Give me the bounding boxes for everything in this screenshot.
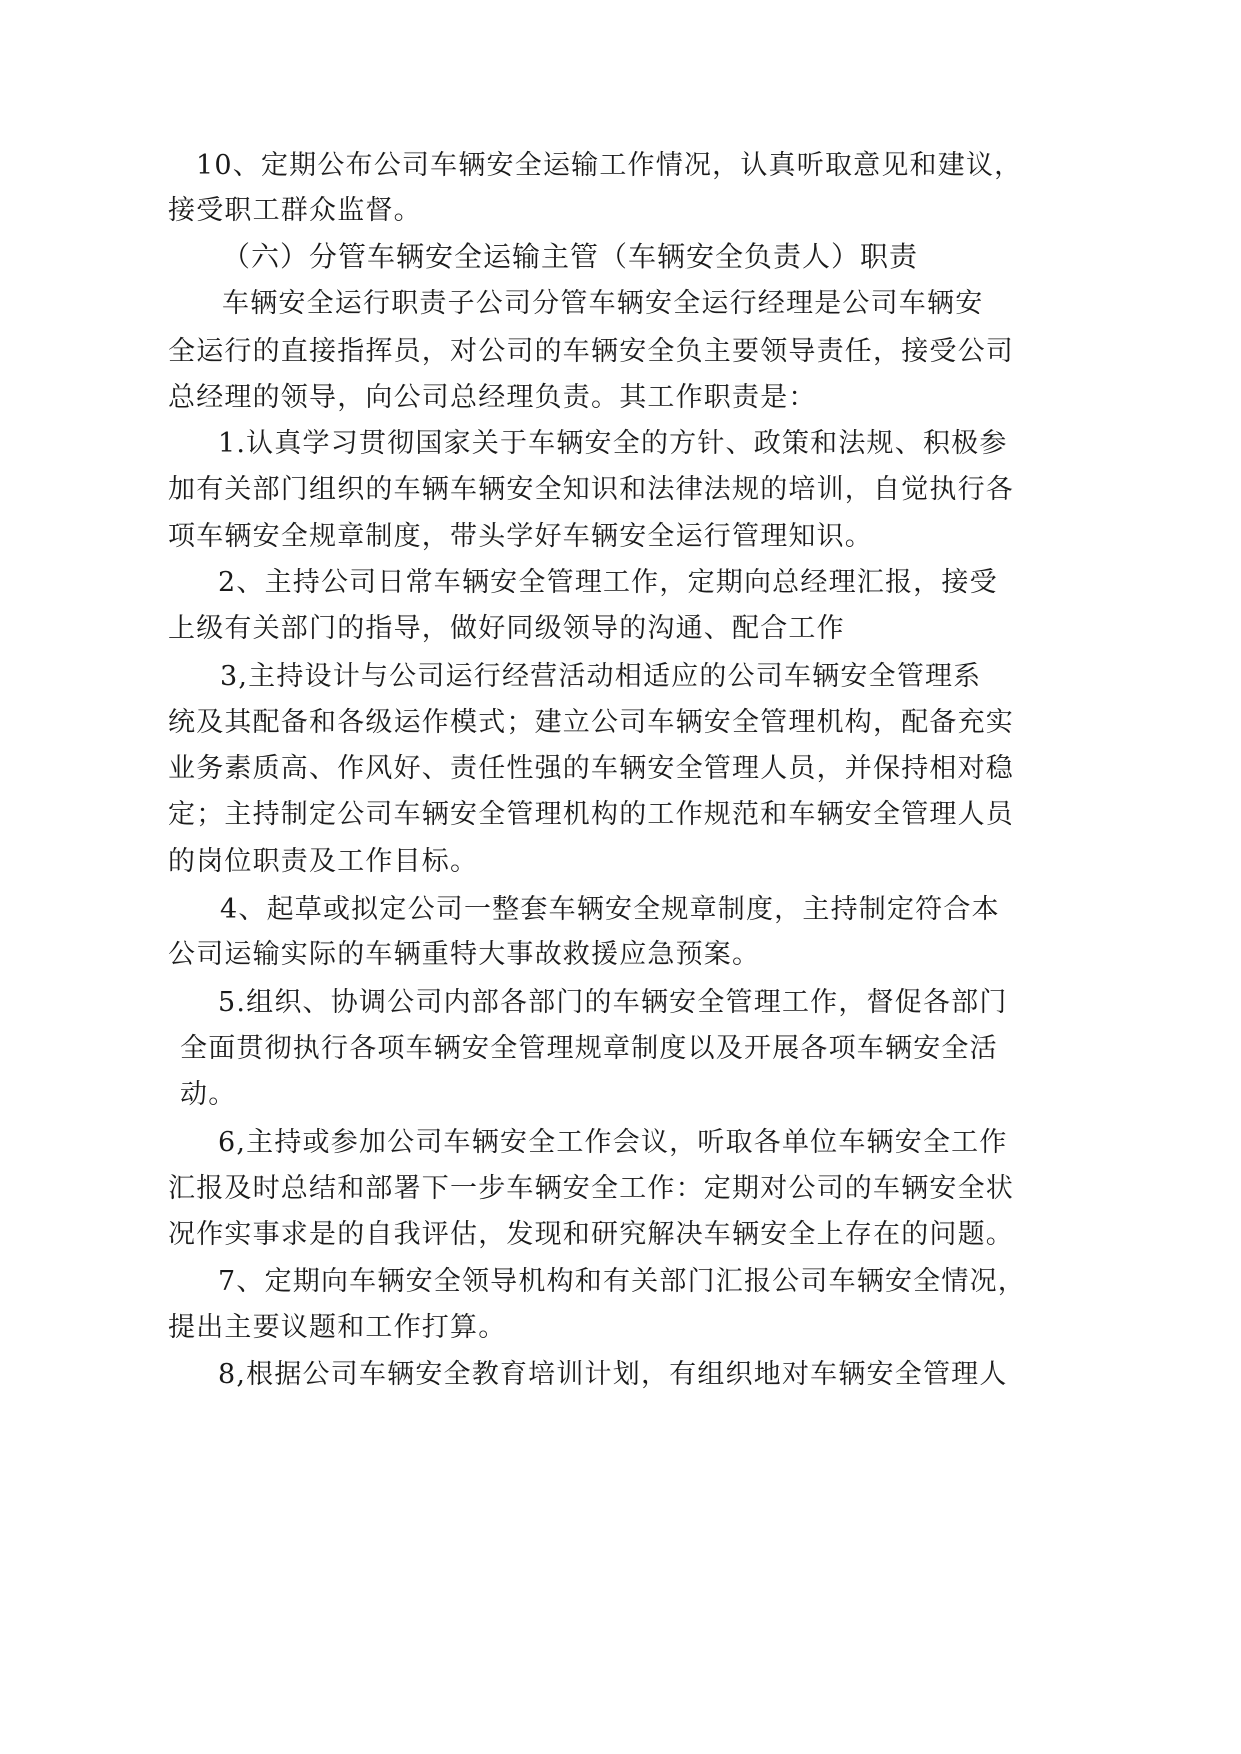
paragraph-line: 接受职工群众监督。	[168, 195, 422, 226]
paragraph-line: 况作实事求是的自我评估，发现和研究解决车辆安全上存在的问题。	[168, 1219, 1014, 1250]
paragraph-line: 6,主持或参加公司车辆安全工作会议，听取各单位车辆安全工作	[218, 1127, 1008, 1158]
paragraph-line: 总经理的领导，向公司总经理负责。其工作职责是：	[168, 382, 817, 413]
section-heading: （六）分管车辆安全运输主管（车辆安全负责人）职责	[222, 240, 919, 273]
paragraph-line: 1.认真学习贯彻国家关于车辆安全的方针、政策和法规、积极参	[218, 428, 1008, 459]
paragraph-line: 的岗位职责及工作目标。	[168, 846, 479, 877]
paragraph-line: 7、定期向车辆安全领导机构和有关部门汇报公司车辆安全情况，	[218, 1266, 1026, 1297]
paragraph-line: 定；主持制定公司车辆安全管理机构的工作规范和车辆安全管理人员	[168, 799, 1014, 830]
paragraph-line: 公司运输实际的车辆重特大事故救援应急预案。	[168, 939, 761, 970]
paragraph-line: 全面贯彻执行各项车辆安全管理规章制度以及开展各项车辆安全活	[180, 1033, 998, 1064]
paragraph-line: 提出主要议题和工作打算。	[168, 1312, 507, 1343]
paragraph-line: 8,根据公司车辆安全教育培训计划，有组织地对车辆安全管理人	[218, 1359, 1008, 1390]
paragraph-line: 加有关部门组织的车辆车辆安全知识和法律法规的培训，自觉执行各	[168, 474, 1014, 505]
paragraph-line: 上级有关部门的指导，做好同级领导的沟通、配合工作	[168, 613, 845, 644]
paragraph-line: 全运行的直接指挥员，对公司的车辆安全负主要领导责任，接受公司	[168, 336, 1014, 367]
paragraph-line: 10、定期公布公司车辆安全运输工作情况，认真听取意见和建议，	[196, 150, 1023, 181]
paragraph-line: 统及其配备和各级运作模式；建立公司车辆安全管理机构，配备充实	[168, 707, 1014, 738]
paragraph-line: 2、主持公司日常车辆安全管理工作，定期向总经理汇报，接受	[218, 567, 998, 598]
paragraph-line: 4、起草或拟定公司一整套车辆安全规章制度，主持制定符合本	[220, 894, 1000, 925]
paragraph-line: 汇报及时总结和部署下一步车辆安全工作：定期对公司的车辆安全状	[168, 1173, 1014, 1204]
paragraph-line: 5.组织、协调公司内部各部门的车辆安全管理工作，督促各部门	[218, 987, 1008, 1018]
paragraph-line: 动。	[180, 1079, 237, 1110]
paragraph-line: 项车辆安全规章制度，带头学好车辆安全运行管理知识。	[168, 521, 873, 552]
paragraph-line: 业务素质高、作风好、责任性强的车辆安全管理人员，并保持相对稳	[168, 753, 1014, 784]
paragraph-line: 3,主持设计与公司运行经营活动相适应的公司车辆安全管理系	[220, 661, 982, 692]
paragraph-line: 车辆安全运行职责子公司分管车辆安全运行经理是公司车辆安	[222, 288, 984, 319]
